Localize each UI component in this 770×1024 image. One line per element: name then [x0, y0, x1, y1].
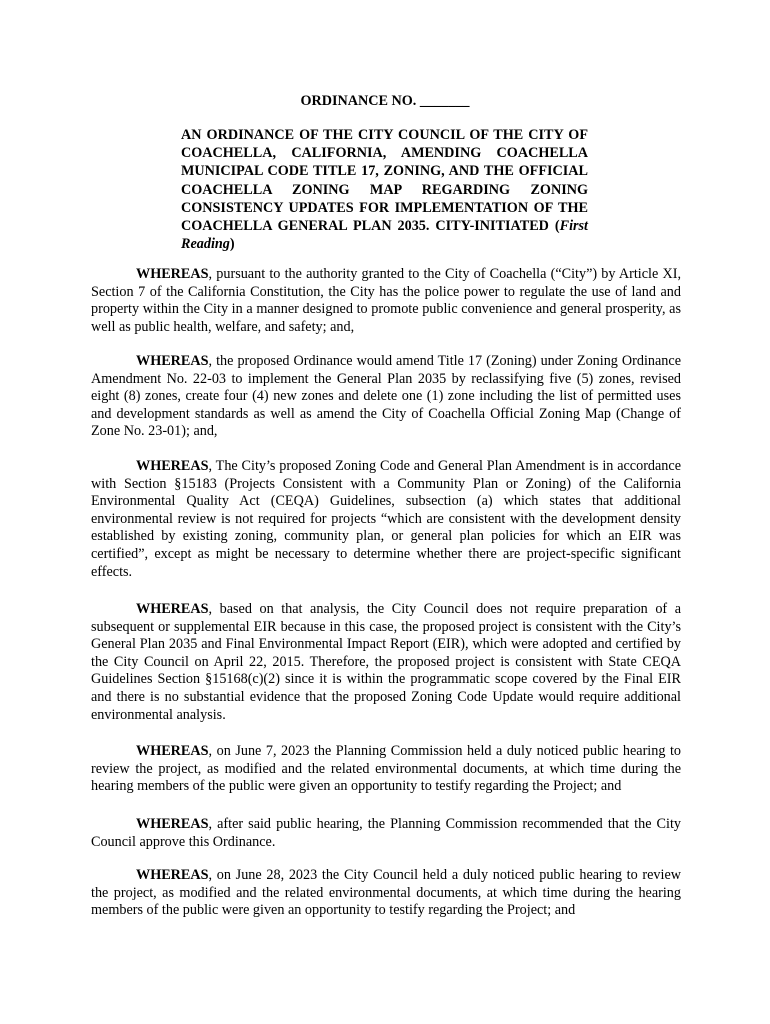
whereas-label: WHEREAS: [136, 266, 209, 282]
paragraph-text: , the proposed Ordinance would amend Title 17 (Zoning) under Zoning Ordinance Amendment No. 22-03 to implement the General Plan 2035 by reclassifying five (5) zones, revised eight (8) zones, create four (4) new zones and delete one (1) zone including the list of permitted uses and development standards as well as amend the City of Coachella Official Zoning Map (Change of Zone No. 23-01); and,: [91, 353, 681, 440]
whereas-paragraph: [91, 601, 681, 724]
ordinance-heading: [181, 126, 588, 253]
whereas-label: WHEREAS: [136, 743, 209, 759]
whereas-label: WHEREAS: [136, 601, 209, 617]
ordinance-title: ORDINANCE NO. _______: [300, 93, 470, 109]
paragraph-text: , based on that analysis, the City Council does not require preparation of a subsequent or supplemental EIR because in this case, the proposed project is consistent with the City’s General Plan 2035 and Final Environmental Impact Report (EIR), which were adopted and certified by the City Council on April 22, 2015. Therefore, the proposed project is consistent with State CEQA Guidelines Section §15168(c)(2) since it is within the programmatic scope covered by the Final EIR and there is no substantial evidence that the proposed Zoning Code Update would require additional environmental analysis.: [91, 601, 681, 723]
whereas-paragraph: [91, 458, 681, 581]
paragraph-text: , on June 7, 2023 the Planning Commission held a duly noticed public hearing to review the project, as modified and the related environmental documents, at which time during the hearing members of the public were given an opportunity to testify regarding the Project; and: [91, 743, 681, 795]
whereas-paragraph: [91, 867, 681, 920]
whereas-label: WHEREAS: [136, 816, 209, 832]
heading-reading: First Reading: [181, 218, 588, 253]
whereas-paragraph: [91, 266, 681, 336]
whereas-paragraph: [91, 353, 681, 441]
whereas-paragraph: [91, 816, 681, 851]
paragraph-text: , on June 28, 2023 the City Council held a duly noticed public hearing to review the project, as modified and the related environmental documents, at which time during the hearing members of the public were given an opportunity to testify regarding the Project; and: [91, 867, 681, 919]
paragraph-text: , after said public hearing, the Planning Commission recommended that the City Council approve this Ordinance.: [91, 816, 681, 850]
whereas-label: WHEREAS: [136, 458, 209, 474]
whereas-label: WHEREAS: [136, 867, 209, 883]
paragraph-text: , pursuant to the authority granted to the City of Coachella (“City”) by Article XI, Section 7 of the California Constitution, the City has the police power to regulate the use of land and property within the City in a manner designed to promote public convenience and general prosperity, as well as public health, welfare, and safety; and,: [91, 266, 681, 335]
heading-text: AN ORDINANCE OF THE CITY COUNCIL OF THE CITY OF COACHELLA, CALIFORNIA, AMENDING COACHELLA MUNICIPAL CODE TITLE 17, ZONING, AND THE OFFICIAL COACHELLA ZONING MAP REGARDING ZONING CONSISTENCY UPDATES FOR IMPLEMENTATION OF THE COACHELLA GENERAL PLAN 2035. CITY-INITIATED (: [181, 127, 588, 235]
heading-close: ): [229, 236, 235, 253]
paragraph-text: , The City’s proposed Zoning Code and General Plan Amendment is in accordance with Section §15183 (Projects Consistent with a Community Plan or Zoning) of the California Environmental Quality Act (CEQA) Guidelines, subsection (a) which states that additional environmental review is not required for projects “which are consistent with the development density established by existing zoning, community plan, or general plan policies for which an EIR was certified”, except as might be necessary to determine whether there are project-specific significant effects.: [91, 458, 681, 580]
whereas-paragraph: [91, 743, 681, 796]
whereas-label: WHEREAS: [136, 353, 209, 369]
